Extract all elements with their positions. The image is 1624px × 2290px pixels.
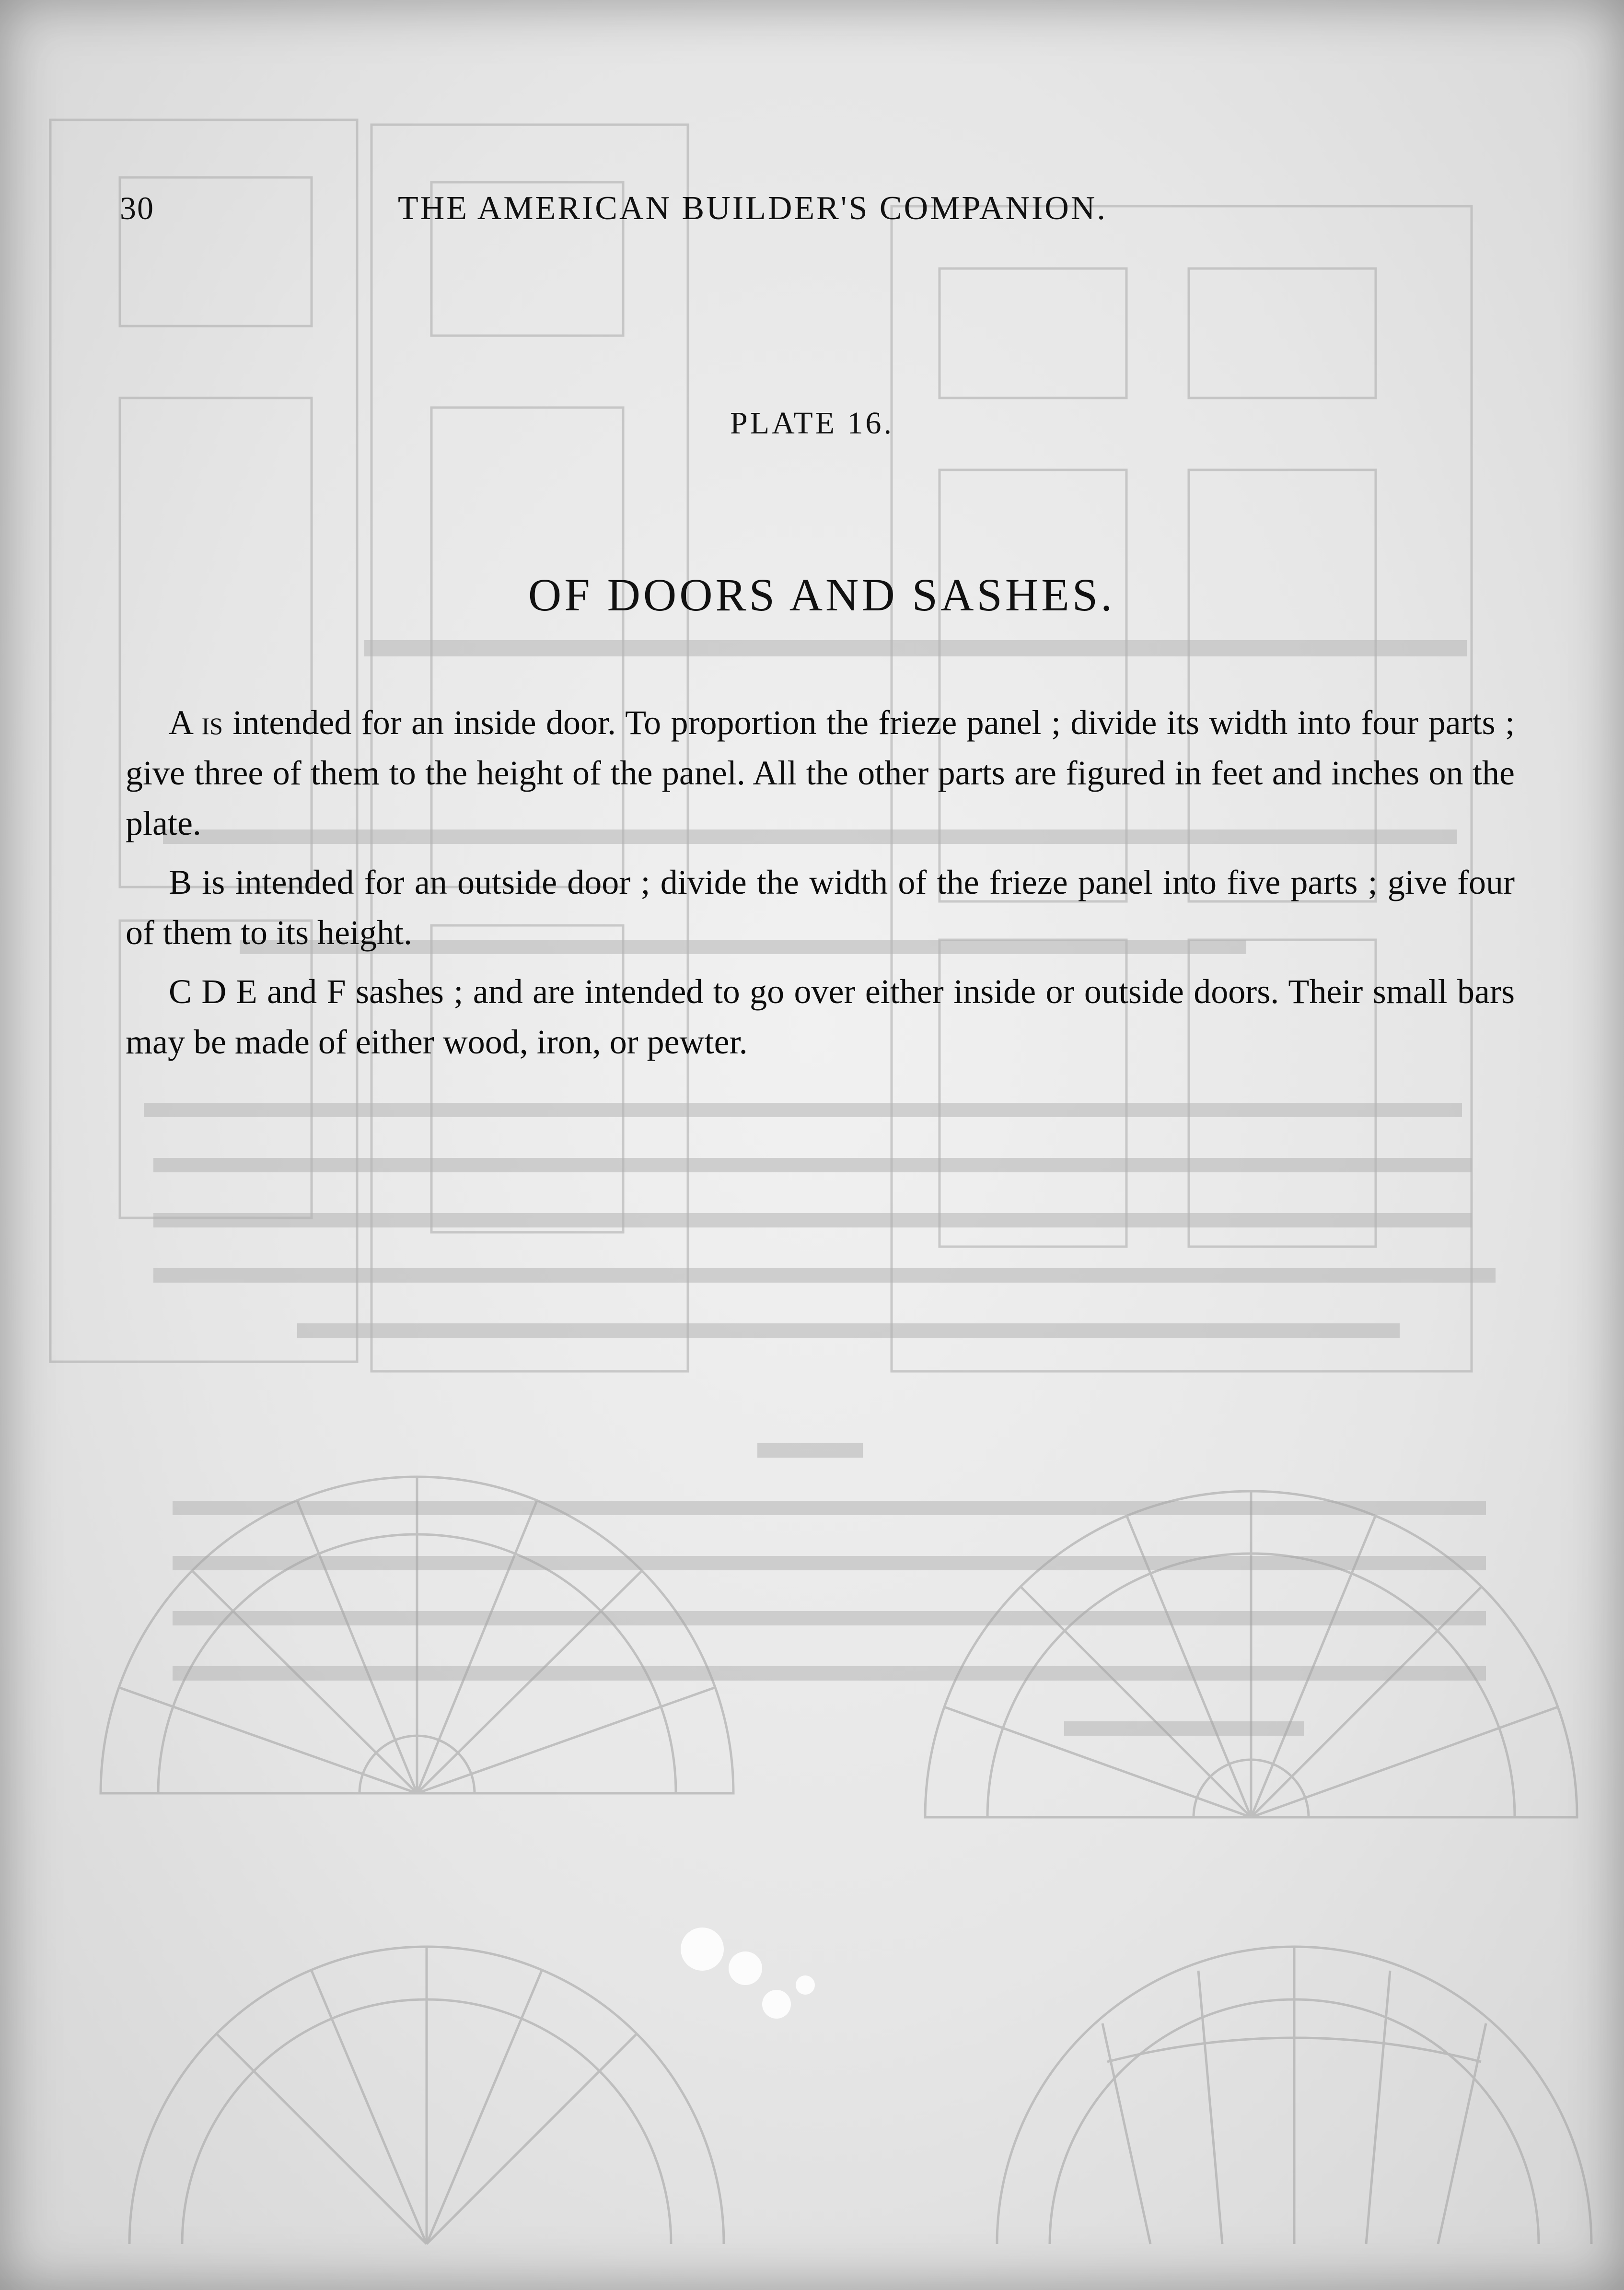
paragraph-text: intended for an inside door. To proportion the frieze panel ; divide its width into four parts ; give three of them to the height of the panel. All the other parts are figured in feet and inches on the plate. — [126, 703, 1515, 842]
page-number: 30 — [120, 190, 154, 226]
section-title: OF DOORS AND SASHES. — [528, 569, 1115, 620]
paragraph-sashes: C D E and F sashes ; and are intended to go over either inside or outside doors. Their small bars may be made of either wood, iron, or pewter. — [126, 972, 1515, 1061]
running-header — [120, 189, 1256, 242]
plate-label: PLATE 16. — [730, 406, 894, 441]
paragraph-lead: A — [169, 703, 192, 742]
running-title: THE AMERICAN BUILDER'S COMPANION. — [398, 190, 1107, 227]
paragraph-door-b: B is intended for an outside door ; divide the width of the frieze panel into five parts ; give four of them to its height. — [126, 863, 1515, 952]
paragraph-lead-smallcaps: is — [201, 703, 223, 742]
paragraph-door-a — [126, 698, 1515, 849]
body-text — [126, 698, 1515, 1076]
